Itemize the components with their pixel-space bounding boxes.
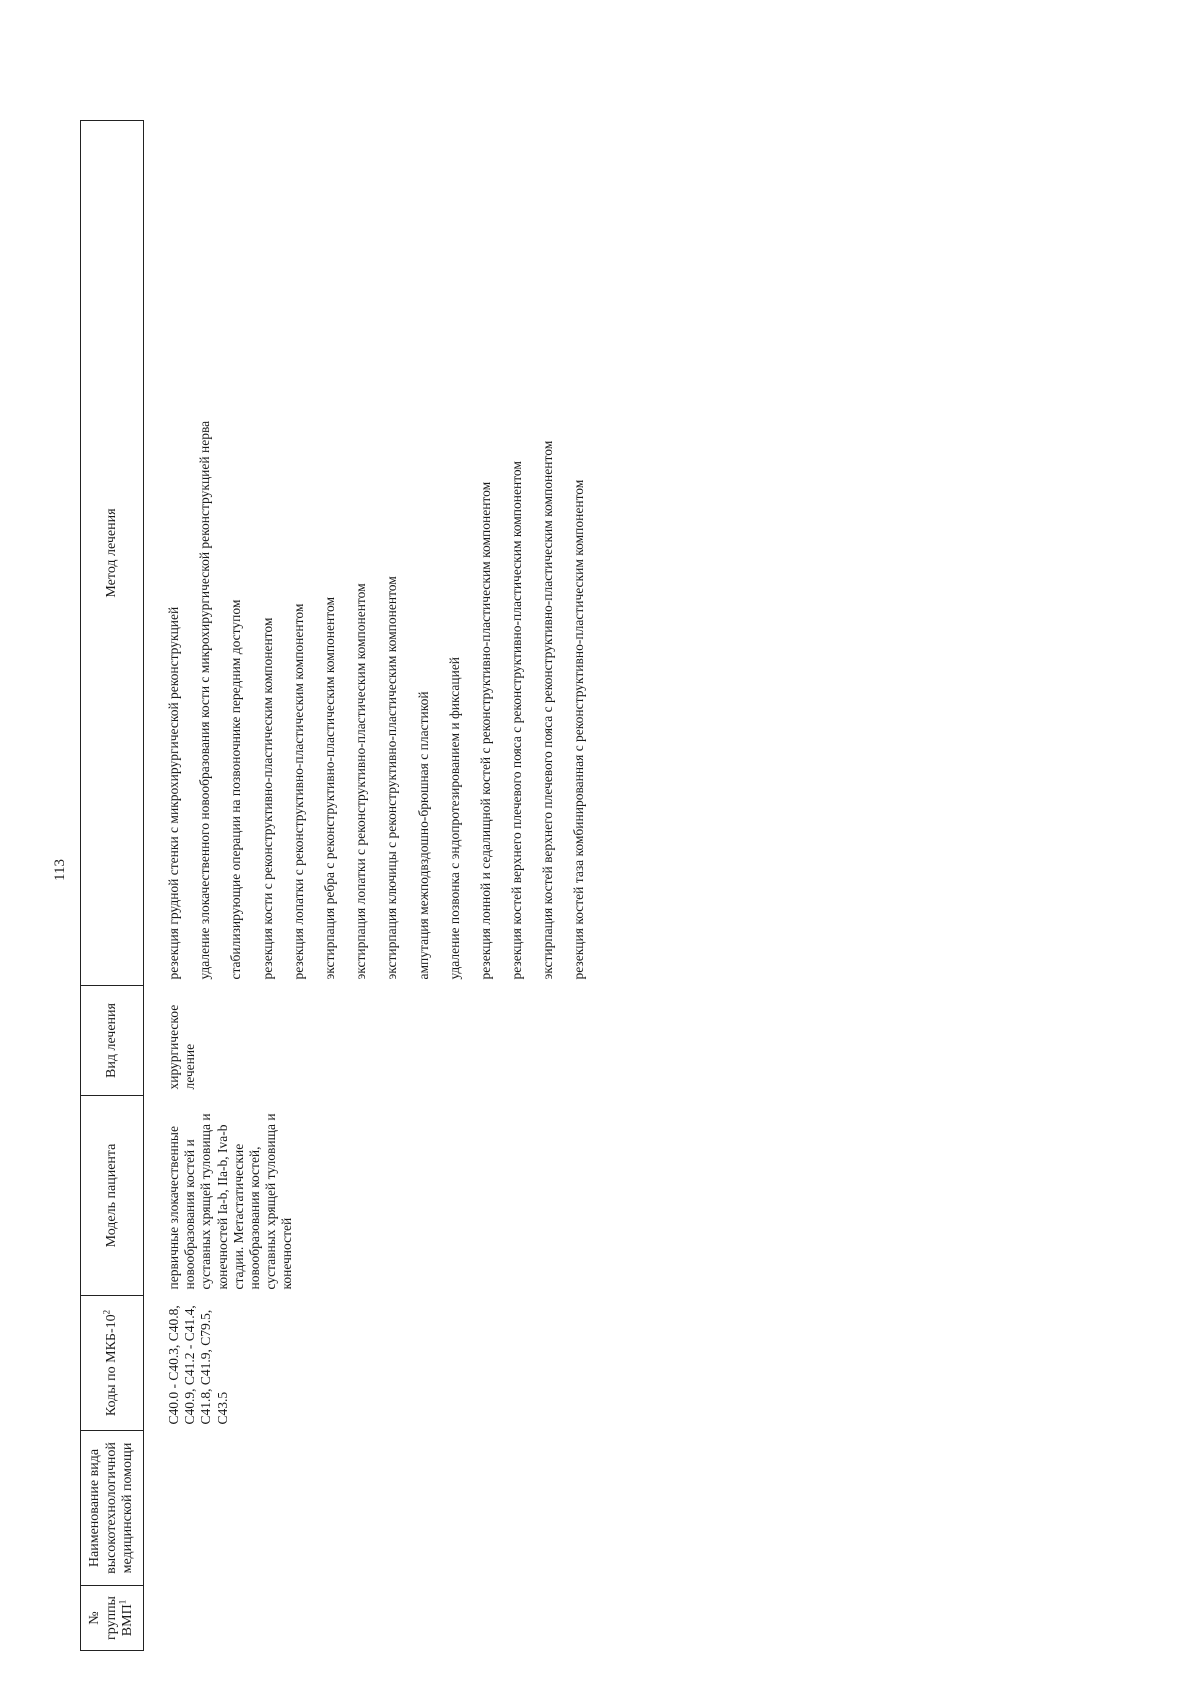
header-vmp-name: Наименование вида высокотехнологичной медицинской помощи (81, 1431, 144, 1586)
method-item: экстирпация костей верхнего плечевого пояса с реконструктивно-пластическим компонентом (540, 440, 556, 980)
vmp-table (80, 120, 603, 1651)
method-item: резекция костей верхнего плечевого пояса с реконструктивно-пластическим компонентом (509, 461, 525, 980)
method-item: удаление позвонка с эндопротезированием и фиксацией (446, 656, 462, 980)
method-item: экстирпация ключицы с реконструктивно-пластическим компонентом (384, 576, 400, 980)
header-treatment-type: Вид лечения (81, 986, 144, 1096)
cell-icd-codes: С40.0 - С40.3, С40.8, С40.9, С41.2 - С41.4, С41.8, С41.9, С79.5, С43.5 (166, 1305, 230, 1425)
header-method: Метод лечения (81, 121, 144, 986)
cell-methods (144, 121, 603, 986)
method-item: резекция кости с реконструктивно-пластическим компонентом (259, 617, 275, 980)
method-item: удаление злокачественного новообразования кости с микрохирургической реконструкцией нерва (197, 420, 213, 980)
method-item: резекция лонной и седалищной костей с реконструктивно-пластическим компонентом (477, 481, 493, 980)
method-item: резекция грудной стенки с микрохирургической реконструкцией (166, 606, 181, 980)
method-item: резекция костей таза комбинированная с реконструктивно-пластическим компонентом (571, 479, 587, 980)
method-item: экстирпация ребра с реконструктивно-пластическим компонентом (321, 596, 337, 980)
table-header-row (81, 121, 144, 1651)
cell-vmp-name (144, 1431, 603, 1586)
cell-group-no (144, 1586, 603, 1651)
header-patient-model: Модель пациента (81, 1096, 144, 1296)
cell-treatment-type: хирургическое лечение (166, 1004, 198, 1090)
page-number: 113 (52, 859, 68, 881)
method-item: стабилизирующие операции на позвоночнике передним доступом (228, 599, 244, 980)
method-item: резекция лопатки с реконструктивно-пластическим компонентом (290, 603, 306, 980)
method-list (166, 127, 588, 980)
header-icd-codes: Коды по МКБ-$10^2$ (81, 1296, 144, 1431)
table-row (144, 121, 603, 1651)
method-item: ампутация межподвздошно-брюшная с пластикой (415, 691, 431, 980)
method-item: экстирпация лопатки с реконструктивно-пластическим компонентом (353, 583, 369, 980)
header-group-no: № группы ВМП$^1$ (81, 1586, 144, 1651)
cell-patient-model: первичные злокачественные новообразования костей и суставных хрящей туловища и конечностей Ia-b, IIa-b, Iva-b стадии. Метастатические новообразования костей, суставных хрящей туловища и конечностей (166, 1113, 295, 1290)
